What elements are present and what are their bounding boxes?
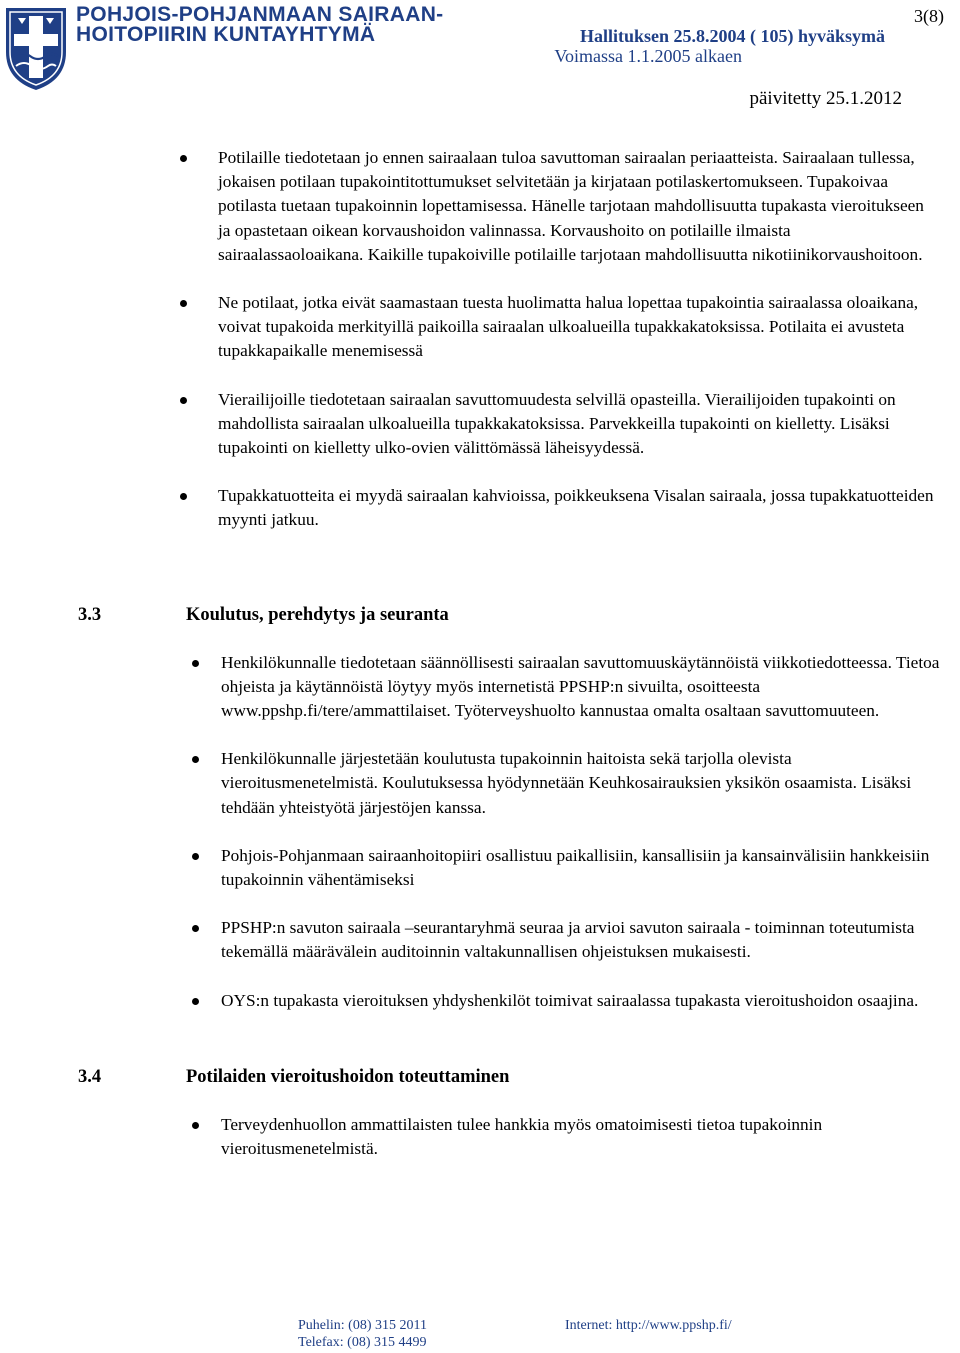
- section-title: Potilaiden vieroitushoidon toteuttaminen: [186, 1066, 510, 1087]
- updated-date: päivitetty 25.1.2012: [749, 88, 902, 109]
- valid-from-note: Voimassa 1.1.2005 alkaen: [554, 46, 742, 66]
- approval-note: Hallituksen 25.8.2004 ( 105) hyväksymä: [579, 26, 885, 46]
- section-number: 3.3: [78, 604, 102, 625]
- organization-name-line-1: POHJOIS-POHJANMAAN SAIRAAN-: [76, 3, 444, 26]
- page-number: 3(8): [914, 6, 944, 26]
- list-item: [0, 747, 960, 820]
- list-item-text: Ne potilaat, jotka eivät saamastaan tuesta huolimatta halua lopettaa tupakointia sairaalassa oloaikana, voivat tupakoida merkityillä paikoilla sairaalan ulkoalueilla tupakkakatoksissa. Potilaita ei avusteta tupakkapaikalle menemisessä: [218, 293, 919, 361]
- list-item-text: Terveydenhuollon ammattilaisten tulee hankkia myös omatoimisesti tietoa tupakoinnin vieroitusmenetelmistä.: [221, 1114, 823, 1159]
- list-item-text: OYS:n tupakasta vieroituksen yhdyshenkilöt toimivat sairaalassa tupakasta vieroitushoidon osaajina.: [221, 990, 919, 1010]
- list-item: [0, 291, 960, 364]
- list-item-text: Pohjois-Pohjanmaan sairaanhoitopiiri osallistuu paikallisiin, kansallisiin ja kansainvälisiin hankkeisiin tupakoinnin vähentämiseksi: [221, 845, 930, 890]
- footer-fax: Telefax: (08) 315 4499: [298, 1335, 427, 1350]
- bullet-dot-icon: [180, 397, 187, 404]
- list-item-text: Potilaille tiedotetaan jo ennen sairaalaan tuloa savuttoman sairaalan periaatteista. Sairaalaan tullessa, jokaisen potilaan tupakointitottumukset selvitetään ja kirjataan potilaskertomukseen. Tupakoivaa potilasta tuetaan tupakoinnin lopettamisessa. Hänelle tarjotaan mahdollisuutta tupakasta vieroitukseen ja opastetaan oikean korvaushoidon valinnassa. Korvaushoito on potilaille ilmaista sairaalassaoloaikana. Kaikille tupakoiville potilaille tarjotaan mahdollisuutta nikotiinikorvaushoitoon.: [218, 148, 924, 264]
- list-item: [0, 1113, 960, 1161]
- bullet-dot-icon: [180, 493, 187, 500]
- training-list: [0, 651, 960, 1013]
- bullet-dot-icon: [192, 756, 199, 763]
- list-item-text: Henkilökunnalle järjestetään koulutusta tupakoinnin haitoista sekä tarjolla olevista vieroitusmenetelmistä. Koulutuksessa hyödynnetään Keuhkosairauksien yksikön osaamista. Lisäksi tehdään yhteistyötä järjestöjen kanssa.: [221, 749, 912, 817]
- footer-phone: Puhelin: (08) 315 2011: [298, 1318, 427, 1333]
- list-item: [0, 844, 960, 892]
- list-item-text: Tupakkatuotteita ei myydä sairaalan kahvioissa, poikkeuksena Visalan sairaala, jossa tupakkatuotteiden myynti jatkuu.: [218, 486, 934, 530]
- bullet-dot-icon: [192, 925, 199, 932]
- organization-name-line-2: HOITOPIIRIN KUNTAYHTYMÄ: [76, 23, 376, 46]
- list-item: [0, 651, 960, 724]
- list-item-text: Henkilökunnalle tiedotetaan säännöllisesti sairaalan savuttomuuskäytännöistä viikkotiedotteessa. Tietoa ohjeista ja käytännöistä löytyy myös internetistä PPSHP:n sivuilta, osoitteesta www.ppshp.fi/tere/ammattilaiset. Työterveyshuolto kannustaa omalta osaltaan savuttomuuteen.: [221, 652, 940, 721]
- section-number: 3.4: [78, 1066, 102, 1087]
- section-title: Koulutus, perehdytys ja seuranta: [186, 604, 449, 625]
- footer-internet: Internet: http://www.ppshp.fi/: [565, 1318, 732, 1333]
- list-item: [0, 484, 960, 532]
- list-item: [0, 388, 960, 461]
- section-heading-3-4: [0, 1065, 960, 1089]
- bullet-dot-icon: [192, 660, 199, 667]
- list-item: [0, 916, 960, 964]
- list-item: [0, 989, 960, 1013]
- list-item: [0, 146, 960, 267]
- bullet-dot-icon: [180, 155, 187, 162]
- list-item-text: PPSHP:n savuton sairaala –seurantaryhmä seuraa ja arvioi savuton sairaala - toiminnan toteutumista tekemällä määrävälein auditoinnin valtakunnallisen ohjeistuksen mukaisesti.: [221, 918, 915, 962]
- bullet-dot-icon: [192, 1122, 199, 1129]
- bullet-dot-icon: [192, 998, 199, 1005]
- treatment-list: [0, 1113, 960, 1161]
- bullet-dot-icon: [180, 300, 187, 307]
- section-heading-3-3: [0, 603, 960, 627]
- list-item-text: Vierailijoille tiedotetaan sairaalan savuttomuudesta selvillä opasteilla. Vierailijoiden tupakointi on mahdollista sairaalan ulkoalueilla tupakkakatoksissa. Parvekkeilla tupakointi on kielletty. Lisäksi tupakointi on kielletty ulko-ovien välittömässä läheisyydessä.: [218, 389, 896, 458]
- document-body: [0, 146, 960, 1185]
- policy-list: [0, 146, 960, 533]
- bullet-dot-icon: [192, 853, 199, 860]
- coat-of-arms-logo: [2, 4, 70, 92]
